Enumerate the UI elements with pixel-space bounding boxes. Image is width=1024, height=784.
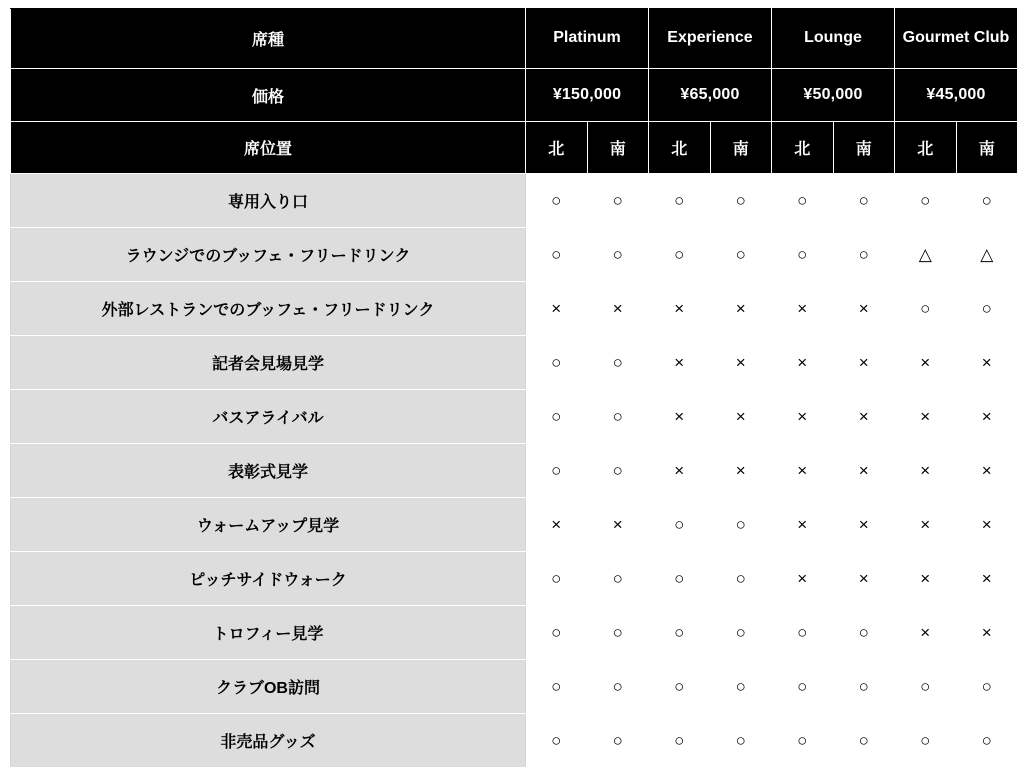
cell-mark: ○ <box>587 660 649 714</box>
cell-mark: × <box>956 390 1018 444</box>
cell-mark: ○ <box>587 444 649 498</box>
cell-mark: ○ <box>526 714 588 768</box>
table-row <box>11 282 1018 336</box>
position-2-0: 北 <box>772 122 834 174</box>
cell-mark: × <box>833 336 895 390</box>
cell-mark: △ <box>895 228 957 282</box>
cell-mark: × <box>772 444 834 498</box>
row-label: ピッチサイドウォーク <box>11 552 526 606</box>
cell-mark: ○ <box>587 714 649 768</box>
price-package-3: ¥45,000 <box>895 69 1018 122</box>
cell-mark: × <box>833 444 895 498</box>
cell-mark: × <box>895 498 957 552</box>
cell-mark: × <box>587 282 649 336</box>
cell-mark: ○ <box>526 336 588 390</box>
cell-mark: × <box>710 336 772 390</box>
cell-mark: ○ <box>710 552 772 606</box>
header-package-1: Experience <box>649 9 772 69</box>
cell-mark: ○ <box>956 174 1018 228</box>
row-label: バスアライバル <box>11 390 526 444</box>
cell-mark: ○ <box>587 390 649 444</box>
cell-mark: ○ <box>526 552 588 606</box>
cell-mark: ○ <box>956 714 1018 768</box>
cell-mark: × <box>956 552 1018 606</box>
row-label: ウォームアップ見学 <box>11 498 526 552</box>
header-price-label: 価格 <box>11 69 526 122</box>
cell-mark: × <box>833 498 895 552</box>
cell-mark: ○ <box>710 660 772 714</box>
cell-mark: ○ <box>649 174 711 228</box>
cell-mark: ○ <box>526 660 588 714</box>
cell-mark: × <box>772 498 834 552</box>
cell-mark: × <box>895 336 957 390</box>
cell-mark: ○ <box>587 336 649 390</box>
cell-mark: ○ <box>956 660 1018 714</box>
cell-mark: ○ <box>587 174 649 228</box>
position-3-1: 南 <box>956 122 1018 174</box>
header-package-2: Lounge <box>772 9 895 69</box>
cell-mark: ○ <box>649 606 711 660</box>
cell-mark: × <box>649 444 711 498</box>
cell-mark: ○ <box>772 714 834 768</box>
table-row <box>11 336 1018 390</box>
cell-mark: ○ <box>895 714 957 768</box>
cell-mark: ○ <box>526 228 588 282</box>
header-seat-type-label: 席種 <box>11 9 526 69</box>
cell-mark: ○ <box>587 606 649 660</box>
price-package-1: ¥65,000 <box>649 69 772 122</box>
table-row <box>11 714 1018 768</box>
cell-mark: △ <box>956 228 1018 282</box>
cell-mark: ○ <box>772 660 834 714</box>
header-package-0: Platinum <box>526 9 649 69</box>
cell-mark: ○ <box>649 552 711 606</box>
cell-mark: ○ <box>833 606 895 660</box>
row-label: 外部レストランでのブッフェ・フリードリンク <box>11 282 526 336</box>
cell-mark: ○ <box>833 228 895 282</box>
cell-mark: × <box>895 390 957 444</box>
price-package-0: ¥150,000 <box>526 69 649 122</box>
table-row <box>11 444 1018 498</box>
cell-mark: × <box>772 552 834 606</box>
cell-mark: × <box>710 282 772 336</box>
row-label: ラウンジでのブッフェ・フリードリンク <box>11 228 526 282</box>
position-0-0: 北 <box>526 122 588 174</box>
cell-mark: × <box>895 606 957 660</box>
cell-mark: ○ <box>526 444 588 498</box>
position-1-1: 南 <box>710 122 772 174</box>
table-row <box>11 390 1018 444</box>
cell-mark: × <box>833 552 895 606</box>
cell-mark: × <box>895 552 957 606</box>
cell-mark: ○ <box>710 228 772 282</box>
cell-mark: × <box>833 390 895 444</box>
cell-mark: ○ <box>772 228 834 282</box>
cell-mark: ○ <box>772 174 834 228</box>
cell-mark: × <box>649 390 711 444</box>
table-header-seat-position <box>11 122 1018 174</box>
cell-mark: ○ <box>833 174 895 228</box>
cell-mark: ○ <box>710 174 772 228</box>
table-row <box>11 606 1018 660</box>
cell-mark: × <box>526 282 588 336</box>
header-package-3: Gourmet Club <box>895 9 1018 69</box>
cell-mark: ○ <box>710 606 772 660</box>
cell-mark: ○ <box>895 282 957 336</box>
package-comparison-table <box>10 8 1018 768</box>
cell-mark: ○ <box>956 282 1018 336</box>
table-header-seat-type <box>11 9 1018 69</box>
row-label: 記者会見場見学 <box>11 336 526 390</box>
cell-mark: ○ <box>526 390 588 444</box>
row-label: 非売品グッズ <box>11 714 526 768</box>
cell-mark: ○ <box>526 174 588 228</box>
cell-mark: ○ <box>833 660 895 714</box>
position-1-0: 北 <box>649 122 711 174</box>
price-package-2: ¥50,000 <box>772 69 895 122</box>
cell-mark: ○ <box>895 174 957 228</box>
cell-mark: × <box>895 444 957 498</box>
table-row <box>11 174 1018 228</box>
cell-mark: × <box>956 444 1018 498</box>
position-3-0: 北 <box>895 122 957 174</box>
row-label: 専用入り口 <box>11 174 526 228</box>
cell-mark: × <box>956 498 1018 552</box>
cell-mark: × <box>710 390 772 444</box>
row-label: クラブOB訪問 <box>11 660 526 714</box>
cell-mark: ○ <box>895 660 957 714</box>
cell-mark: ○ <box>710 498 772 552</box>
cell-mark: ○ <box>710 714 772 768</box>
cell-mark: × <box>587 498 649 552</box>
cell-mark: ○ <box>772 606 834 660</box>
cell-mark: ○ <box>526 606 588 660</box>
cell-mark: × <box>772 336 834 390</box>
cell-mark: ○ <box>649 714 711 768</box>
table-row <box>11 228 1018 282</box>
cell-mark: ○ <box>833 714 895 768</box>
cell-mark: × <box>710 444 772 498</box>
table-row <box>11 552 1018 606</box>
header-seat-position-label: 席位置 <box>11 122 526 174</box>
cell-mark: × <box>649 282 711 336</box>
cell-mark: × <box>772 390 834 444</box>
table-header-price <box>11 69 1018 122</box>
table-row <box>11 660 1018 714</box>
cell-mark: × <box>833 282 895 336</box>
position-2-1: 南 <box>833 122 895 174</box>
cell-mark: ○ <box>649 228 711 282</box>
cell-mark: ○ <box>587 228 649 282</box>
cell-mark: × <box>772 282 834 336</box>
table-row <box>11 498 1018 552</box>
cell-mark: ○ <box>649 498 711 552</box>
row-label: トロフィー見学 <box>11 606 526 660</box>
cell-mark: ○ <box>587 552 649 606</box>
cell-mark: × <box>526 498 588 552</box>
cell-mark: × <box>956 336 1018 390</box>
cell-mark: ○ <box>649 660 711 714</box>
position-0-1: 南 <box>587 122 649 174</box>
cell-mark: × <box>649 336 711 390</box>
cell-mark: × <box>956 606 1018 660</box>
row-label: 表彰式見学 <box>11 444 526 498</box>
